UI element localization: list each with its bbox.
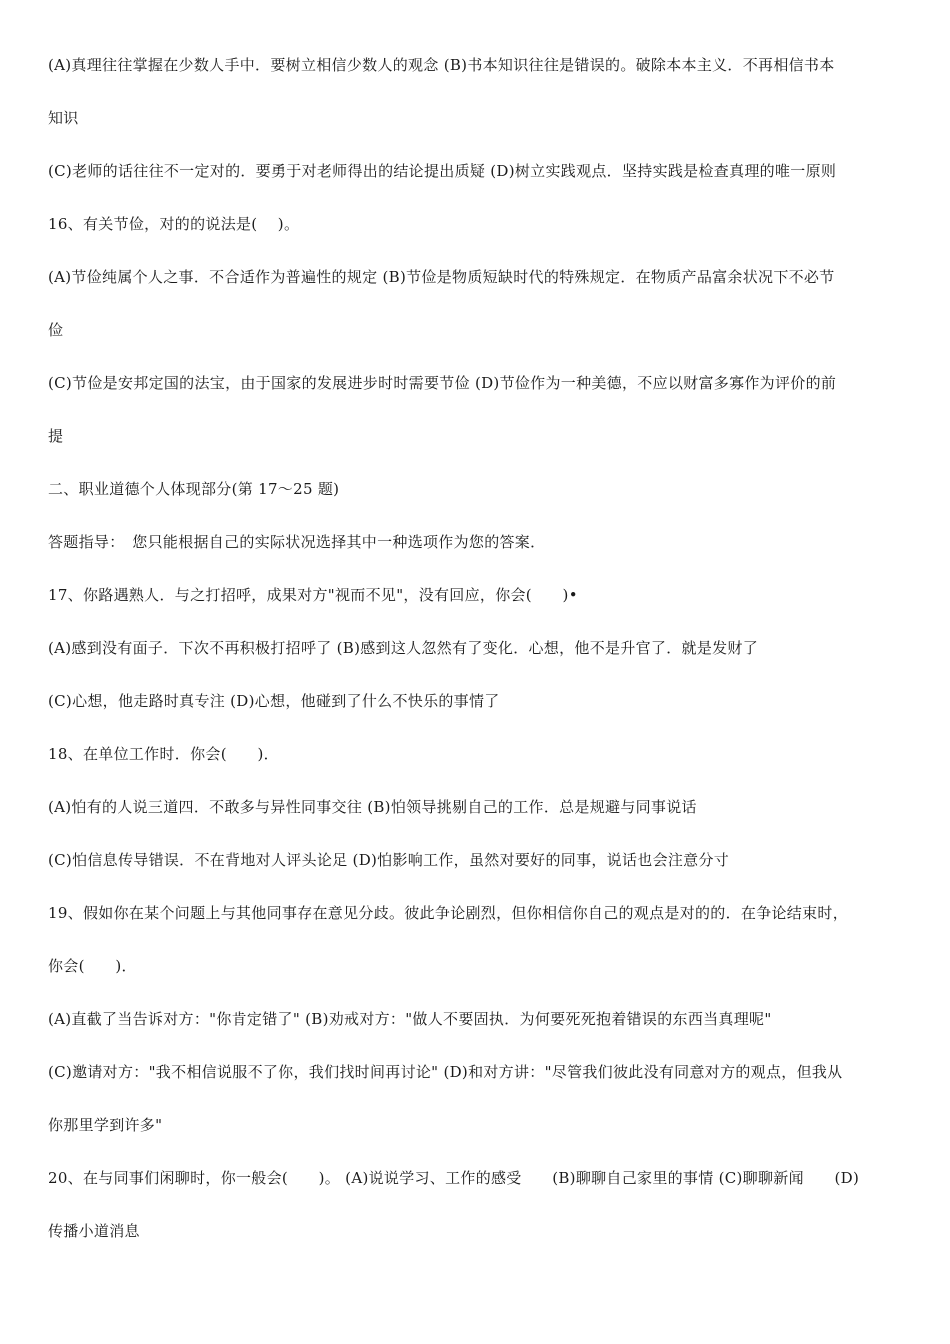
answer-instructions: 答题指导： 您只能根据自己的实际状况选择其中一种选项作为您的答案． <box>48 533 546 551</box>
text-line: 传播小道消息 <box>48 1222 140 1240</box>
text-line: (C)老师的话往往不一定对的．要勇于对老师得出的结论提出质疑 (D)树立实践观点．坚持实践是检查真理的唯一原则 <box>48 162 837 180</box>
text-line: 俭 <box>48 321 64 339</box>
text-line: 知识 <box>48 109 79 127</box>
question-16: 16、有关节俭，对的的说法是( )。 <box>48 215 300 233</box>
text-line: (A)直截了当告诉对方："你肯定错了" (B)劝戒对方："做人不要固执．为何要死死抱着错误的东西当真理呢" <box>48 1010 772 1028</box>
question-18: 18、在单位工作时．你会( )． <box>48 745 279 763</box>
text-line: (C)邀请对方："我不相信说服不了你，我们找时间再讨论" (D)和对方讲："尽管我们彼此没有同意对方的观点，但我从 <box>48 1063 843 1081</box>
section-heading: 二、职业道德个人体现部分(第 17～25 题) <box>48 480 340 498</box>
text-line: (A)感到没有面子．下次不再积极打招呼了 (B)感到这人忽然有了变化．心想，他不是升官了．就是发财了 <box>48 639 759 657</box>
text-line: 你那里学到许多" <box>48 1116 163 1134</box>
document-body <box>48 52 928 1245</box>
text-line: (A)真理往往掌握在少数人手中．要树立相信少数人的观念 (B)书本知识往往是错误的。破除本本主义．不再相信书本 <box>48 56 835 74</box>
text-line: (C)节俭是安邦定国的法宝，由于国家的发展进步时时需要节俭 (D)节俭作为一种美德，不应以财富多寡作为评价的前 <box>48 374 837 392</box>
question-20: 20、在与同事们闲聊时，你一般会( )。 (A)说说学习、工作的感受 (B)聊聊自己家里的事情 (C)聊聊新闻 (D) <box>48 1169 860 1187</box>
text-line: (A)怕有的人说三道四．不敢多与异性同事交往 (B)怕领导挑剔自己的工作．总是规避与同事说话 <box>48 798 697 816</box>
text-line: (C)心想，他走路时真专注 (D)心想，他碰到了什么不快乐的事情了 <box>48 692 500 710</box>
text-line: 提 <box>48 427 64 445</box>
question-17: 17、你路遇熟人．与之打招呼，成果对方"视而不见"，没有回应，你会( )• <box>48 586 578 604</box>
text-line: (C)怕信息传导错误．不在背地对人评头论足 (D)怕影响工作，虽然对要好的同事，说话也会注意分寸 <box>48 851 730 869</box>
text-line: (A)节俭纯属个人之事．不合适作为普遍性的规定 (B)节俭是物质短缺时代的特殊规定．在物质产品富余状况下不必节 <box>48 268 835 286</box>
text-line: 你会( )． <box>48 957 137 975</box>
question-19: 19、假如你在某个问题上与其他同事存在意见分歧。彼此争论剧烈，但你相信你自己的观点是对的的．在争论结束时， <box>48 904 848 922</box>
